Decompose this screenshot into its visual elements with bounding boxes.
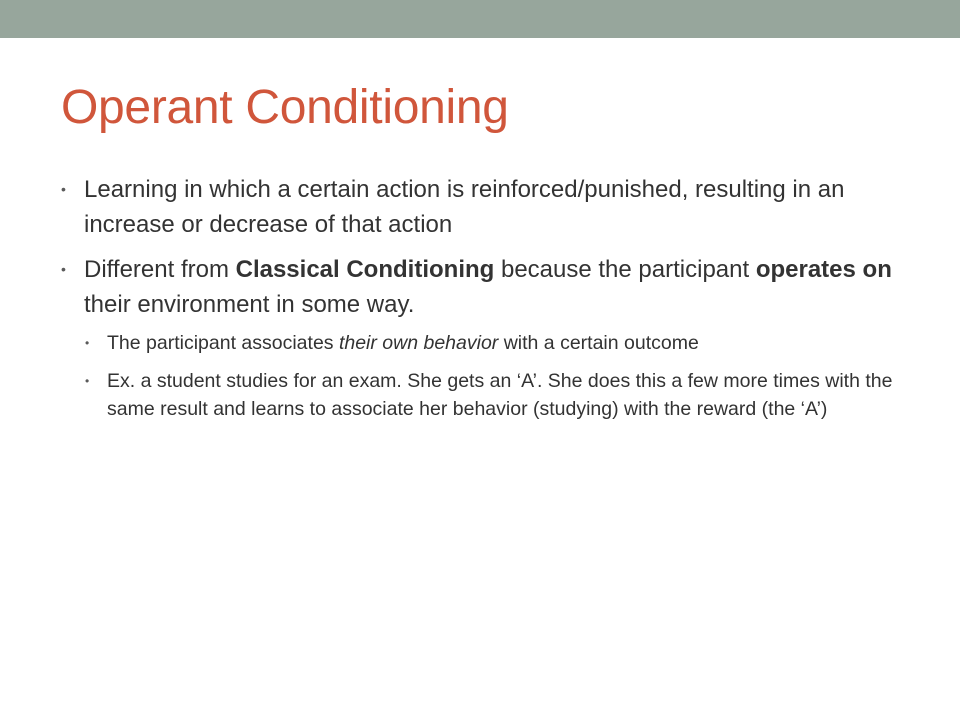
slide-body bbox=[61, 172, 911, 433]
sub-bullet-item bbox=[61, 367, 911, 423]
bold-term-operates-on: operates on bbox=[755, 256, 892, 283]
text-run: because the participant bbox=[494, 256, 756, 283]
text-run: with a certain outcome bbox=[498, 332, 699, 354]
text-run: their environment in some way. bbox=[84, 291, 415, 318]
slide-title: Operant Conditioning bbox=[61, 81, 509, 134]
bullet-item bbox=[61, 172, 911, 242]
bullet-icon: • bbox=[85, 374, 90, 388]
bullet-text: Learning in which a certain action is reinforced/punished, resulting in an increase or decrease of that action bbox=[84, 176, 845, 238]
sub-bullet-text bbox=[107, 332, 699, 354]
bullet-icon: • bbox=[61, 181, 66, 197]
sub-bullet-item bbox=[61, 329, 911, 357]
top-accent-band bbox=[0, 0, 960, 38]
bullet-text bbox=[84, 256, 892, 318]
sub-bullet-text: Ex. a student studies for an exam. She gets an ‘A’. She does this a few more times with the same result and learns to associate her behavior (studying) with the reward (the ‘A’) bbox=[107, 370, 893, 420]
bullet-icon: • bbox=[85, 336, 90, 350]
italic-term-their-own-behavior: their own behavior bbox=[338, 332, 499, 354]
bold-term-classical-conditioning: Classical Conditioning bbox=[235, 256, 495, 283]
text-run: The participant associates bbox=[107, 332, 339, 354]
bullet-item bbox=[61, 252, 911, 322]
bullet-icon: • bbox=[61, 261, 66, 277]
text-run: Different from bbox=[84, 256, 236, 283]
